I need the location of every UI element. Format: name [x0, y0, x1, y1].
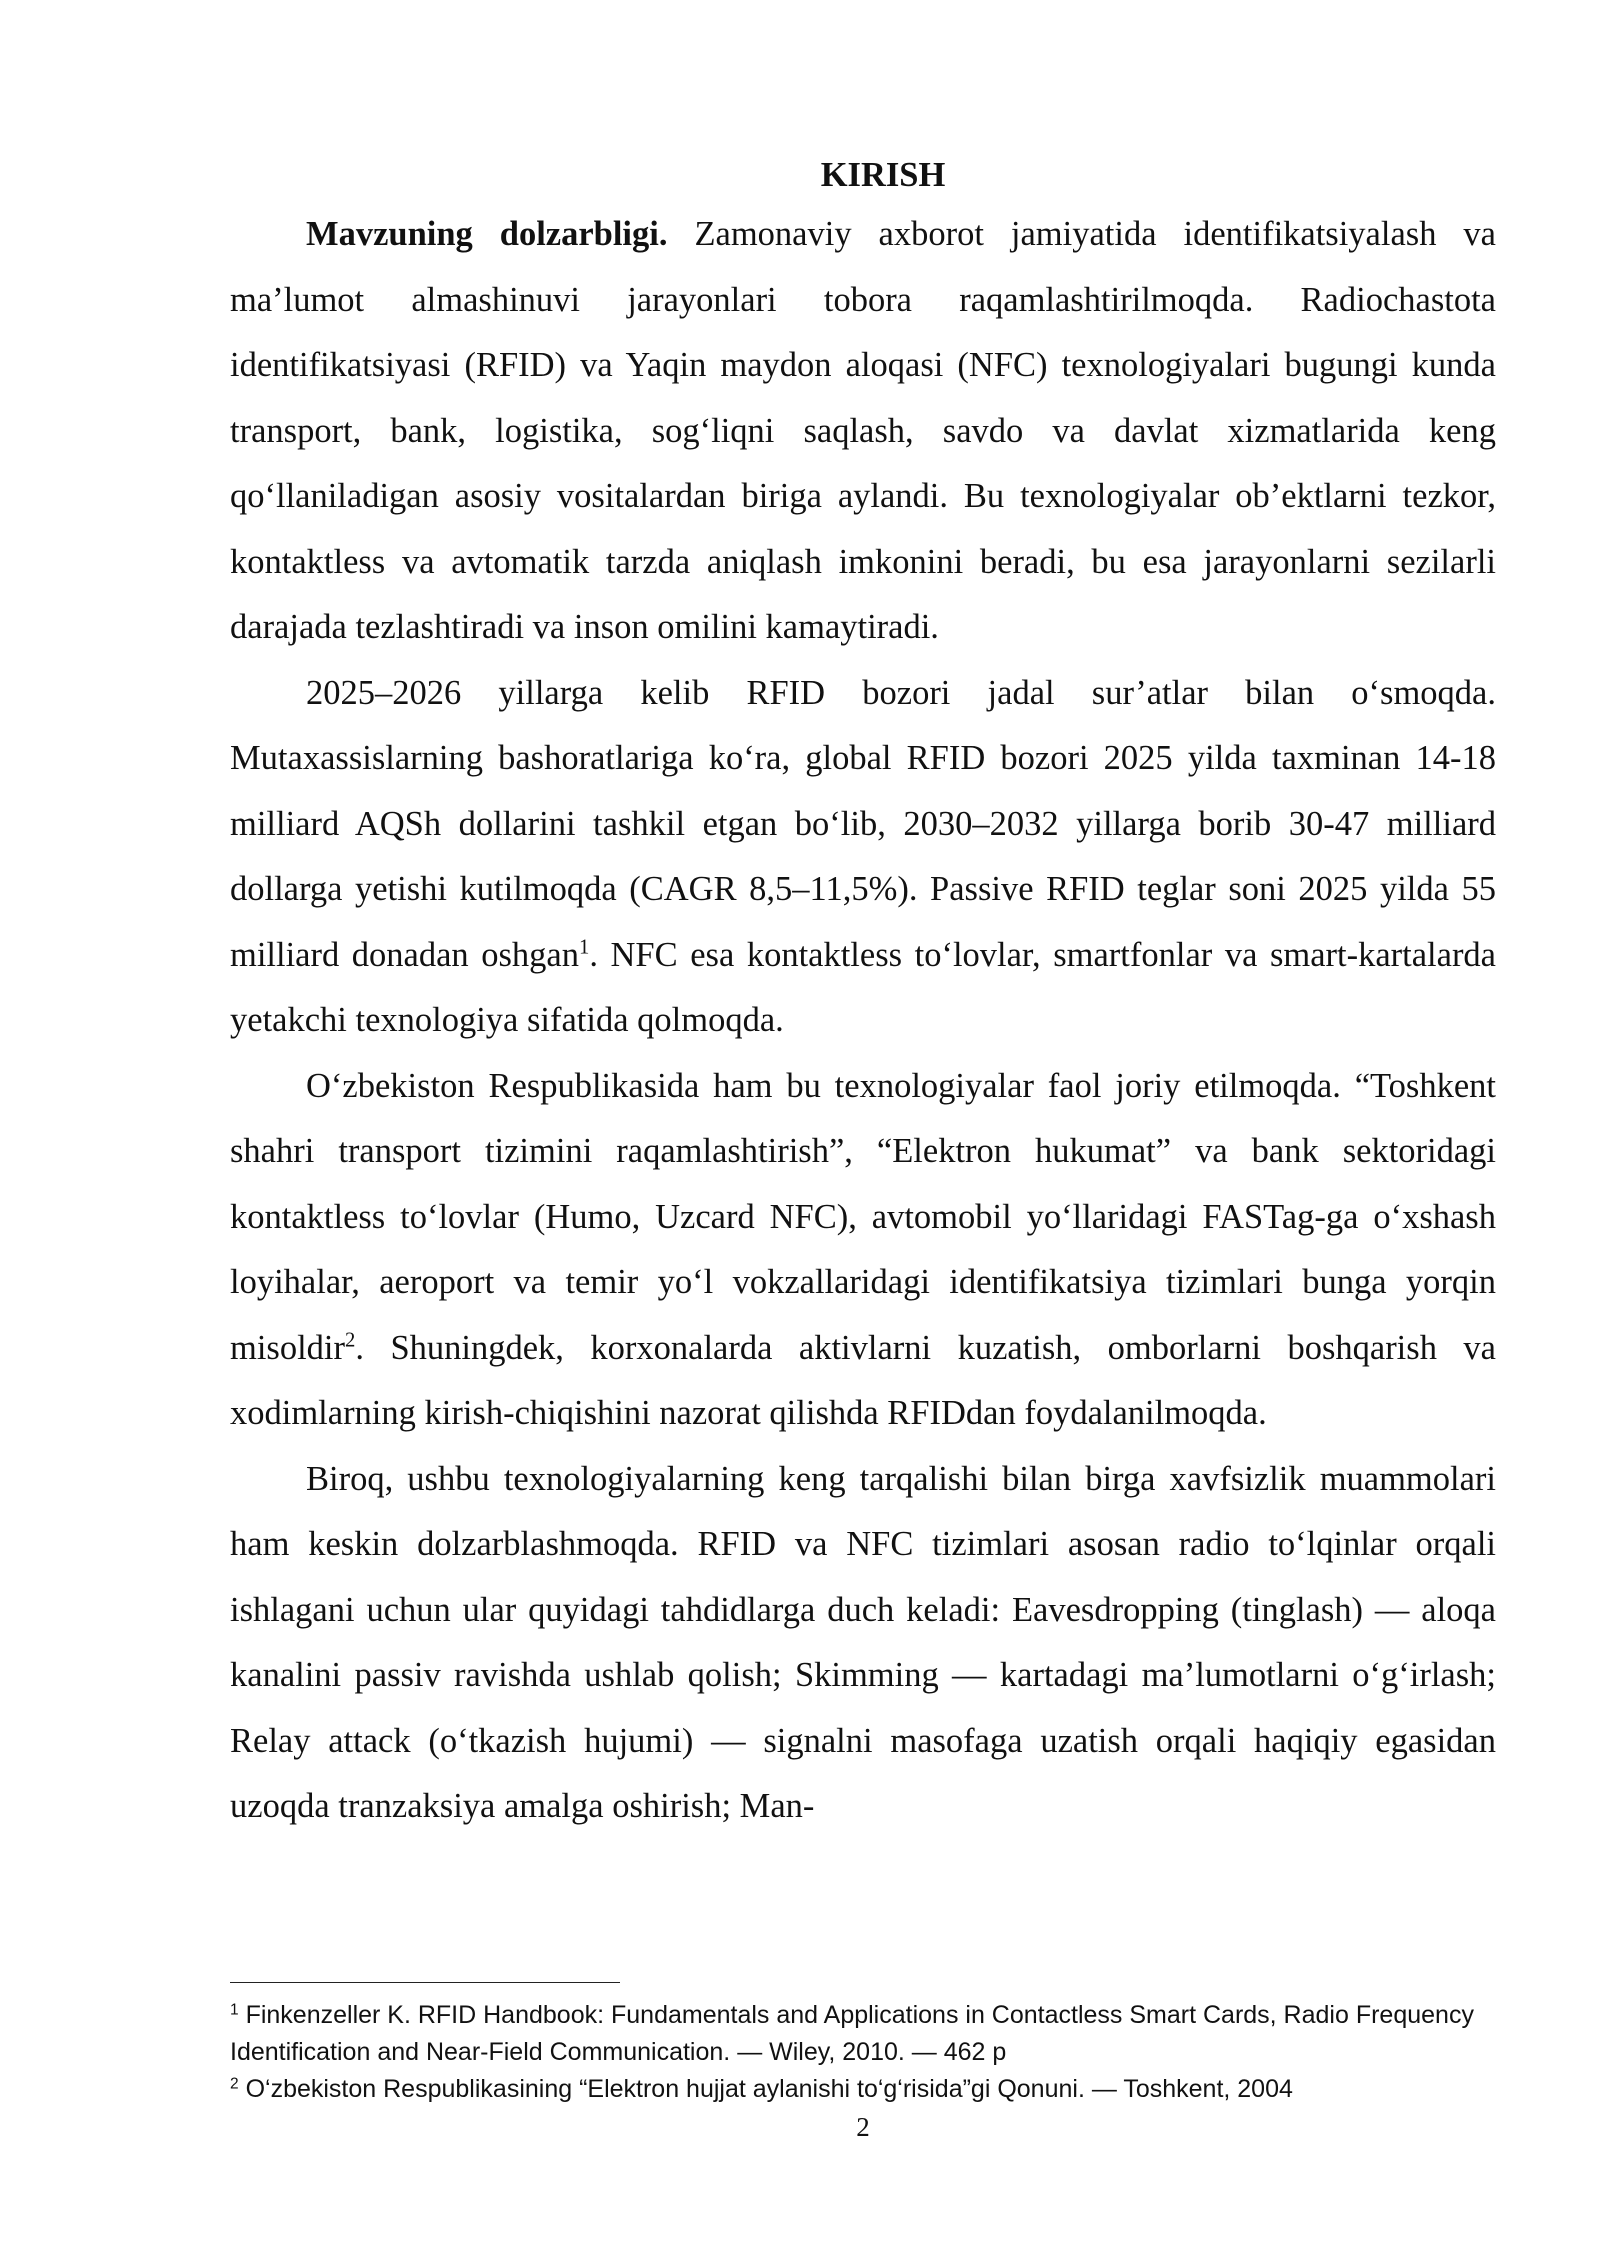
- footnote-reference[interactable]: 1: [578, 936, 590, 959]
- footnote-separator: [230, 1982, 620, 1983]
- paragraph-text: 2025–2026 yillarga kelib RFID bozori jadal sur’atlar bilan o‘smoqda. Mutaxassislarning bashoratlariga ko‘ra, global RFID bozori 2025 yilda taxminan 14-18 milliard AQSh dollarini tashkil etgan bo‘lib, 2030–2032 yillarga borib 30-47 milliard dollarga yetishi kutilmoqda (CAGR 8,5–11,5%). Passive RFID teglar soni 2025 yilda 55 milliard donadan oshgan: [230, 673, 1496, 974]
- footnote-text: O‘zbekiston Respublikasining “Elektron hujjat aylanishi to‘g‘risida”gi Qonuni. — Toshkent, 2004: [238, 2075, 1293, 2103]
- footnote-1: [230, 1997, 1496, 2071]
- paragraph-security: [230, 1447, 1496, 1840]
- footnote-mark: 2: [230, 2075, 239, 2093]
- paragraph-market: [230, 661, 1496, 1054]
- paragraph-lead: Mavzuning dolzarbligi.: [306, 215, 668, 253]
- body-text: [230, 148, 1496, 1840]
- footnote-mark: 1: [230, 2001, 239, 2019]
- section-heading: KIRISH: [820, 156, 946, 194]
- footnote-text: Finkenzeller K. RFID Handbook: Fundamentals and Applications in Contactless Smart Cards, Radio Frequency Identification and Near-Field Communication. — Wiley, 2010. — 462 p: [230, 2001, 1474, 2066]
- paragraph-uzbekistan: [230, 1054, 1496, 1447]
- footnote-reference[interactable]: 2: [345, 1329, 356, 1352]
- paragraph-text: . Shuningdek, korxonalarda aktivlarni kuzatish, omborlarni boshqarish va xodimlarning kirish-chiqishini nazorat qilishda RFIDdan foydalanilmoqda.: [230, 1328, 1496, 1432]
- paragraph-text: Biroq, ushbu texnologiyalarning keng tarqalishi bilan birga xavfsizlik muammolari ham keskin dolzarblashmoqda. RFID va NFC tizimlari asosan radio to‘lqinlar orqali ishlagani uchun ular quyidagi tahdidlarga duch keladi: Eavesdropping (tinglash) — aloqa kanalini passiv ravishda ushlab qolish; Skimming — kartadagi ma’lumotlarni o‘g‘irlash; Relay attack (o‘tkazish hujumi) — signalni masofaga uzatish orqali haqiqiy egasidan uzoqda tranzaksiya amalga oshirish; Man-: [230, 1459, 1496, 1825]
- footnote-2: [230, 2071, 1496, 2108]
- paragraph-text: O‘zbekiston Respublikasida ham bu texnologiyalar faol joriy etilmoqda. “Toshkent shahri transport tizimini raqamlashtirish”, “Elektron hukumat” va bank sektoridagi kontaktless to‘lovlar (Humo, Uzcard NFC), avtomobil yo‘llaridagi FASTag-ga o‘xshash loyihalar, aeroport va temir yo‘l vokzallaridagi identifikatsiya tizimlari bunga yorqin misoldir: [230, 1066, 1496, 1367]
- footnotes: [230, 1997, 1496, 2108]
- paragraph-text: Zamonaviy axborot jamiyatida identifikatsiyalash va ma’lumot almashinuvi jarayonlari tobora raqamlashtirilmoqda. Radiochastota identifikatsiyasi (RFID) va Yaqin maydon aloqasi (NFC) texnologiyalari bugungi kunda transport, bank, logistika, sog‘liqni saqlash, savdo va davlat xizmatlarida keng qo‘llaniladigan asosiy vositalardan biriga aylandi. Bu texnologiyalar ob’ektlarni tezkor, kontaktless va avtomatik tarzda aniqlash imkonini beradi, bu esa jarayonlarni sezilarli darajada tezlashtiradi va inson omilini kamaytiradi.: [230, 215, 1496, 646]
- paragraph-text: . NFC esa kontaktless to‘lovlar, smartfonlar va smart-kartalarda yetakchi texnologiya sifatida qolmoqda.: [230, 935, 1496, 1039]
- paragraph-relevance: [230, 202, 1496, 661]
- page-number: 2: [856, 2112, 870, 2142]
